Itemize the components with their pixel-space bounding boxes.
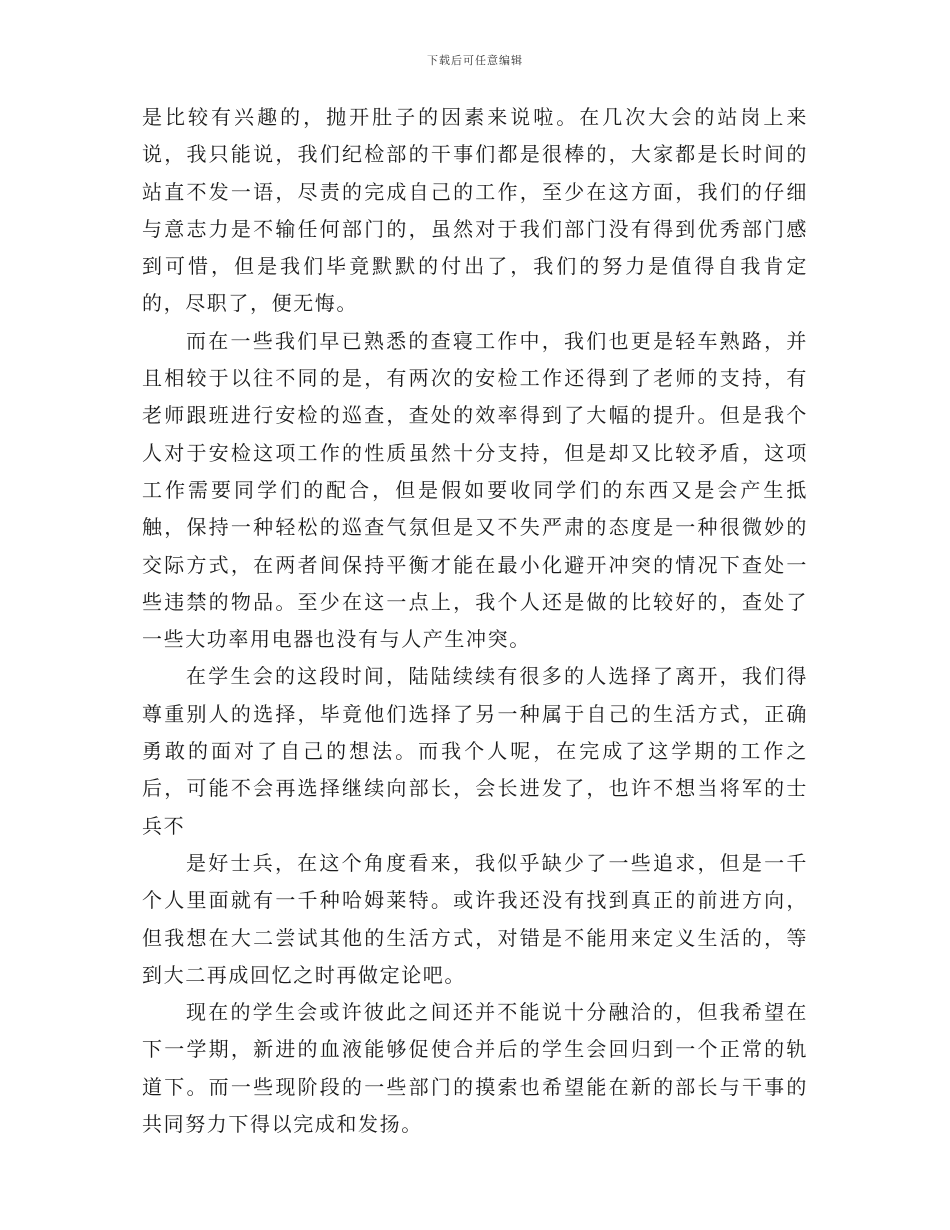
paragraph: 是好士兵，在这个角度看来，我似乎缺少了一些追求，但是一千个人里面就有一千种哈姆莱特。或许我还没有找到真正的前进方向，但我想在大二尝试其他的生活方式，对错是不能用来定义生活的，等到大二再成回忆之时再做定论吧。	[142, 850, 808, 987]
page-header: 下载后可任意编辑	[427, 54, 523, 67]
paragraph: 是比较有兴趣的，抛开肚子的因素来说啦。在几次大会的站岗上来说，我只能说，我们纪检部的干事们都是很棒的，大家都是长时间的站直不发一语，尽责的完成自己的工作，至少在这方面，我们的仔细与意志力是不输任何部门的，虽然对于我们部门没有得到优秀部门感到可惜，但是我们毕竟默默的付出了，我们的努力是值得自我肯定的，尽职了，便无悔。	[142, 105, 808, 316]
paragraph: 现在的学生会或许彼此之间还并不能说十分融洽的，但我希望在下一学期，新进的血液能够促使合并后的学生会回归到一个正常的轨道下。而一些现阶段的一些部门的摸索也希望能在新的部长与干事的共同努力下得以完成和发扬。	[142, 1000, 808, 1137]
paragraph: 在学生会的这段时间，陆陆续续有很多的人选择了离开，我们得尊重别人的选择，毕竟他们选择了另一种属于自己的生活方式，正确勇敢的面对了自己的想法。而我个人呢，在完成了这学期的工作之后，可能不会再选择继续向部长，会长进发了，也许不想当将军的士兵不	[142, 664, 808, 838]
paragraph: 而在一些我们早已熟悉的查寝工作中，我们也更是轻车熟路，并且相较于以往不同的是，有两次的安检工作还得到了老师的支持，有老师跟班进行安检的巡查，查处的效率得到了大幅的提升。但是我个人对于安检这项工作的性质虽然十分支持，但是却又比较矛盾，这项工作需要同学们的配合，但是假如要收同学们的东西又是会产生抵触，保持一种轻松的巡查气氛但是又不失严肃的态度是一种很微妙的交际方式，在两者间保持平衡才能在最小化避开冲突的情况下查处一些违禁的物品。至少在这一点上，我个人还是做的比较好的，查处了一些大功率用电器也没有与人产生冲突。	[142, 328, 808, 652]
document-body	[142, 99, 808, 1143]
